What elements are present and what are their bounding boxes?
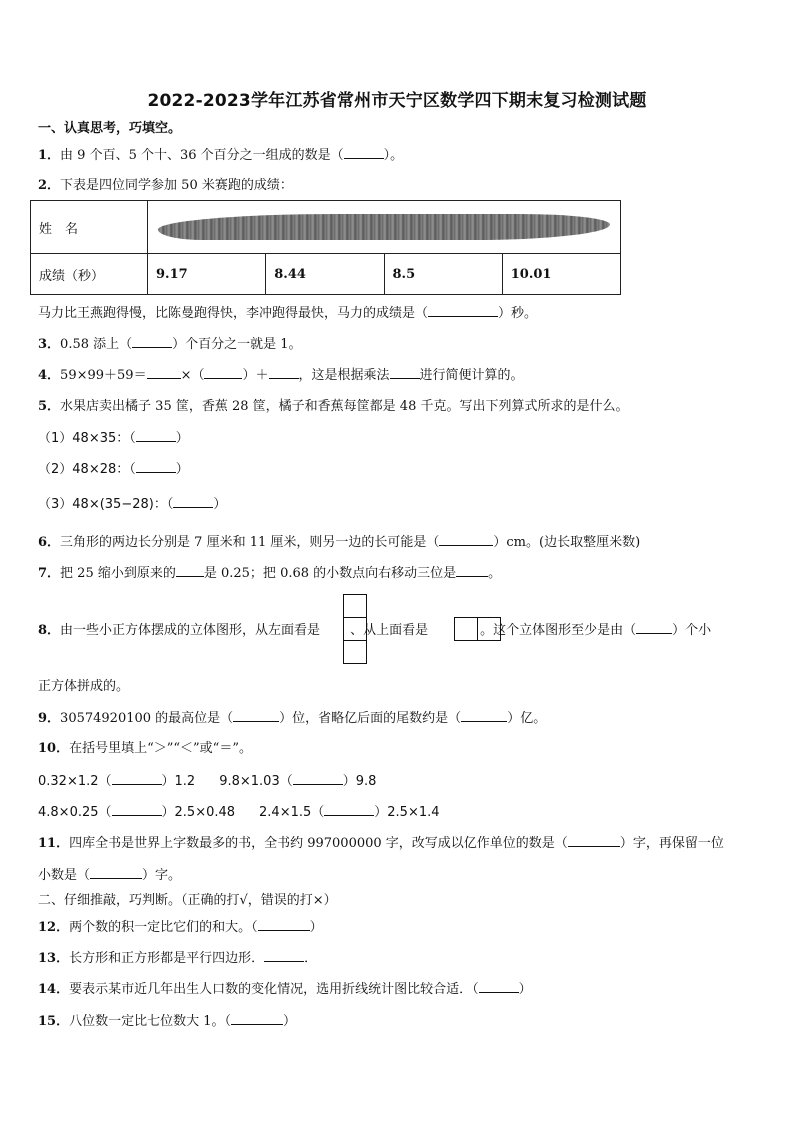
question-10-row-2 bbox=[38, 803, 440, 822]
answer-blank[interactable] bbox=[293, 772, 343, 785]
answer-blank[interactable] bbox=[136, 429, 176, 442]
question-5-item-2 bbox=[38, 460, 189, 479]
answer-blank[interactable] bbox=[568, 834, 620, 847]
answer-blank[interactable] bbox=[204, 366, 242, 379]
question-text: 由 9 个百、5 个十、36 个百分之一组成的数是（ bbox=[60, 148, 344, 163]
section-2-heading: 二、仔细推敲，巧判断。（正确的打√，错误的打×） bbox=[38, 893, 337, 908]
redacted-names bbox=[148, 201, 621, 254]
question-text: 30574920100 的最高位是（ bbox=[60, 711, 234, 726]
answer-blank[interactable] bbox=[344, 146, 384, 159]
question-text-end: ． bbox=[304, 951, 318, 966]
answer-blank[interactable] bbox=[258, 918, 310, 931]
question-8 bbox=[38, 621, 711, 640]
question-text: 长方形和正方形都是平行四边形． bbox=[69, 951, 265, 966]
left-view-square-bottom bbox=[343, 640, 367, 664]
question-5-item-1 bbox=[38, 429, 189, 448]
comparison-left: 2.4×1.5（ bbox=[259, 805, 325, 820]
question-text: 把 25 缩小到原来的 bbox=[60, 566, 176, 581]
question-text: 。 bbox=[488, 566, 502, 581]
answer-blank[interactable] bbox=[112, 772, 162, 785]
question-8-continued: 正方体拼成的。 bbox=[38, 679, 130, 694]
question-12 bbox=[38, 918, 323, 937]
question-text: ×（ bbox=[180, 368, 205, 383]
question-text: 、从上面看是 bbox=[350, 623, 429, 638]
score-table bbox=[30, 200, 621, 295]
question-number: 9． bbox=[38, 711, 61, 726]
answer-blank[interactable] bbox=[390, 366, 420, 379]
question-7 bbox=[38, 564, 501, 583]
score-header: 成绩（秒） bbox=[31, 254, 148, 295]
question-number: 6． bbox=[38, 535, 61, 550]
question-text-end: ） bbox=[283, 1014, 297, 1029]
answer-blank[interactable] bbox=[456, 564, 488, 577]
question-10-row-1 bbox=[38, 772, 376, 791]
question-text-end: ）cm。(边长取整厘米数) bbox=[493, 535, 641, 550]
question-5-item-3 bbox=[38, 495, 226, 514]
question-text: 四库全书是世界上字数最多的书，全书约 997000000 字，改写成以亿作单位的数是（ bbox=[69, 836, 568, 851]
question-number: 13． bbox=[38, 951, 70, 966]
answer-blank[interactable] bbox=[90, 866, 142, 879]
answer-blank[interactable] bbox=[324, 803, 374, 816]
comparison-right: ）9.8 bbox=[342, 774, 377, 789]
answer-blank[interactable] bbox=[231, 1012, 283, 1025]
question-1 bbox=[38, 146, 403, 165]
comparison-left: 4.8×0.25（ bbox=[38, 805, 112, 820]
question-text: ）字。 bbox=[142, 868, 182, 883]
question-text: 要表示某市近几年出生人口数的变化情况，选用折线统计图比较合适．（ bbox=[69, 982, 479, 997]
question-text: 0.58 添上（ bbox=[60, 337, 133, 352]
comparison-left: 0.32×1.2（ bbox=[38, 774, 112, 789]
question-14 bbox=[38, 980, 532, 999]
answer-blank[interactable] bbox=[176, 564, 204, 577]
left-view-square-top bbox=[343, 594, 367, 618]
question-text: ）个小 bbox=[672, 623, 712, 638]
question-text: 小数是（ bbox=[38, 868, 91, 883]
question-text: 水果店卖出橘子 35 筐，香蕉 28 筐，橘子和香蕉每筐都是 48 千克。写出下列算式所求的是什么。 bbox=[60, 399, 629, 414]
answer-blank[interactable] bbox=[264, 949, 304, 962]
question-number: 12． bbox=[38, 920, 70, 935]
answer-blank[interactable] bbox=[147, 366, 181, 379]
answer-blank[interactable] bbox=[439, 533, 493, 546]
comparison-right: ）2.5×0.48 bbox=[161, 805, 236, 820]
top-view-square-left bbox=[454, 617, 478, 641]
question-9 bbox=[38, 709, 546, 728]
question-text-end: ）个百分之一就是 1。 bbox=[172, 337, 302, 352]
question-11-continued bbox=[38, 866, 181, 885]
answer-blank[interactable] bbox=[269, 366, 299, 379]
sub-question-end: ） bbox=[175, 462, 189, 477]
question-2-text bbox=[38, 304, 537, 323]
question-text: 下表是四位同学参加 50 米赛跑的成绩： bbox=[60, 178, 293, 193]
answer-blank[interactable] bbox=[173, 495, 213, 508]
answer-blank[interactable] bbox=[233, 709, 279, 722]
question-text-end: ） bbox=[309, 920, 323, 935]
question-number: 8． bbox=[38, 623, 61, 638]
comparison-right: ）2.5×1.4 bbox=[374, 805, 440, 820]
section-1-heading: 一、认真思考，巧填空。 bbox=[38, 121, 182, 136]
question-15 bbox=[38, 1012, 296, 1031]
sub-question-end: ） bbox=[175, 431, 189, 446]
question-6 bbox=[38, 533, 640, 552]
question-number: 10． bbox=[38, 741, 70, 756]
question-number: 7． bbox=[38, 566, 61, 581]
question-13 bbox=[38, 949, 317, 968]
answer-blank[interactable] bbox=[461, 709, 507, 722]
question-text: 三角形的两边长分别是 7 厘米和 11 厘米，则另一边的长可能是（ bbox=[60, 535, 440, 550]
question-text-end: ） bbox=[518, 982, 532, 997]
question-text: ）位，省略亿后面的尾数约是（ bbox=[279, 711, 462, 726]
question-text: 由一些小正方体摆成的立体图形，从左面看是 bbox=[60, 623, 321, 638]
question-number: 14． bbox=[38, 982, 70, 997]
sub-question-label: （1）48×35：（ bbox=[38, 431, 136, 446]
scribble-image bbox=[158, 214, 610, 240]
page-title: 2022-2023学年江苏省常州市天宁区数学四下期末复习检测试题 bbox=[147, 91, 647, 111]
question-text: 是 0.25；把 0.68 的小数点向右移动三位是 bbox=[203, 566, 457, 581]
question-3 bbox=[38, 335, 302, 354]
score-cell: 9.17 bbox=[148, 254, 266, 295]
question-text: ，这是根据乘法 bbox=[298, 368, 390, 383]
answer-blank[interactable] bbox=[136, 460, 176, 473]
question-4 bbox=[38, 366, 524, 385]
question-number: 3． bbox=[38, 337, 61, 352]
question-10 bbox=[38, 740, 252, 758]
comparison-right: ）1.2 bbox=[161, 774, 196, 789]
question-text: ）＋ bbox=[242, 368, 269, 383]
answer-blank[interactable] bbox=[112, 803, 162, 816]
question-number: 4． bbox=[38, 368, 61, 383]
top-view-square-right bbox=[477, 617, 501, 641]
question-5 bbox=[38, 398, 628, 416]
score-cell: 10.01 bbox=[502, 254, 620, 295]
question-number: 15． bbox=[38, 1014, 70, 1029]
question-number: 1． bbox=[38, 148, 61, 163]
question-text: 59×99＋59＝ bbox=[60, 368, 147, 383]
sub-question-label: （2）48×28：（ bbox=[38, 462, 136, 477]
question-2 bbox=[38, 177, 293, 195]
question-text: 。这个立体图形至少是由（ bbox=[480, 623, 637, 638]
question-text: 进行简便计算的。 bbox=[419, 368, 524, 383]
sub-question-label: （3）48×(35−28)：（ bbox=[38, 497, 174, 512]
answer-blank[interactable] bbox=[636, 621, 672, 634]
question-number: 11． bbox=[38, 836, 70, 851]
score-cell: 8.44 bbox=[266, 254, 384, 295]
question-text: ）字，再保留一位 bbox=[619, 836, 724, 851]
question-number: 5． bbox=[38, 399, 61, 414]
question-text: 马力比王燕跑得慢，比陈曼跑得快，李冲跑得最快，马力的成绩是（ bbox=[38, 306, 429, 321]
question-text: ）亿。 bbox=[507, 711, 547, 726]
answer-blank[interactable] bbox=[479, 980, 519, 993]
comparison-left: 9.8×1.03（ bbox=[219, 774, 293, 789]
left-view-square-middle bbox=[343, 617, 367, 641]
question-text: 在括号里填上“＞”“＜”或“＝”。 bbox=[69, 741, 252, 756]
question-number: 2． bbox=[38, 178, 61, 193]
question-text: 八位数一定比七位数大 1。（ bbox=[69, 1014, 231, 1029]
name-header: 姓 名 bbox=[31, 201, 148, 254]
score-cell: 8.5 bbox=[384, 254, 502, 295]
question-text-end: ）。 bbox=[383, 148, 404, 163]
sub-question-end: ） bbox=[213, 497, 227, 512]
question-text: 两个数的积一定比它们的和大。（ bbox=[69, 920, 258, 935]
answer-blank[interactable] bbox=[132, 335, 172, 348]
question-text-end: ）秒。 bbox=[498, 306, 538, 321]
answer-blank[interactable] bbox=[428, 304, 498, 317]
question-11 bbox=[38, 834, 724, 853]
